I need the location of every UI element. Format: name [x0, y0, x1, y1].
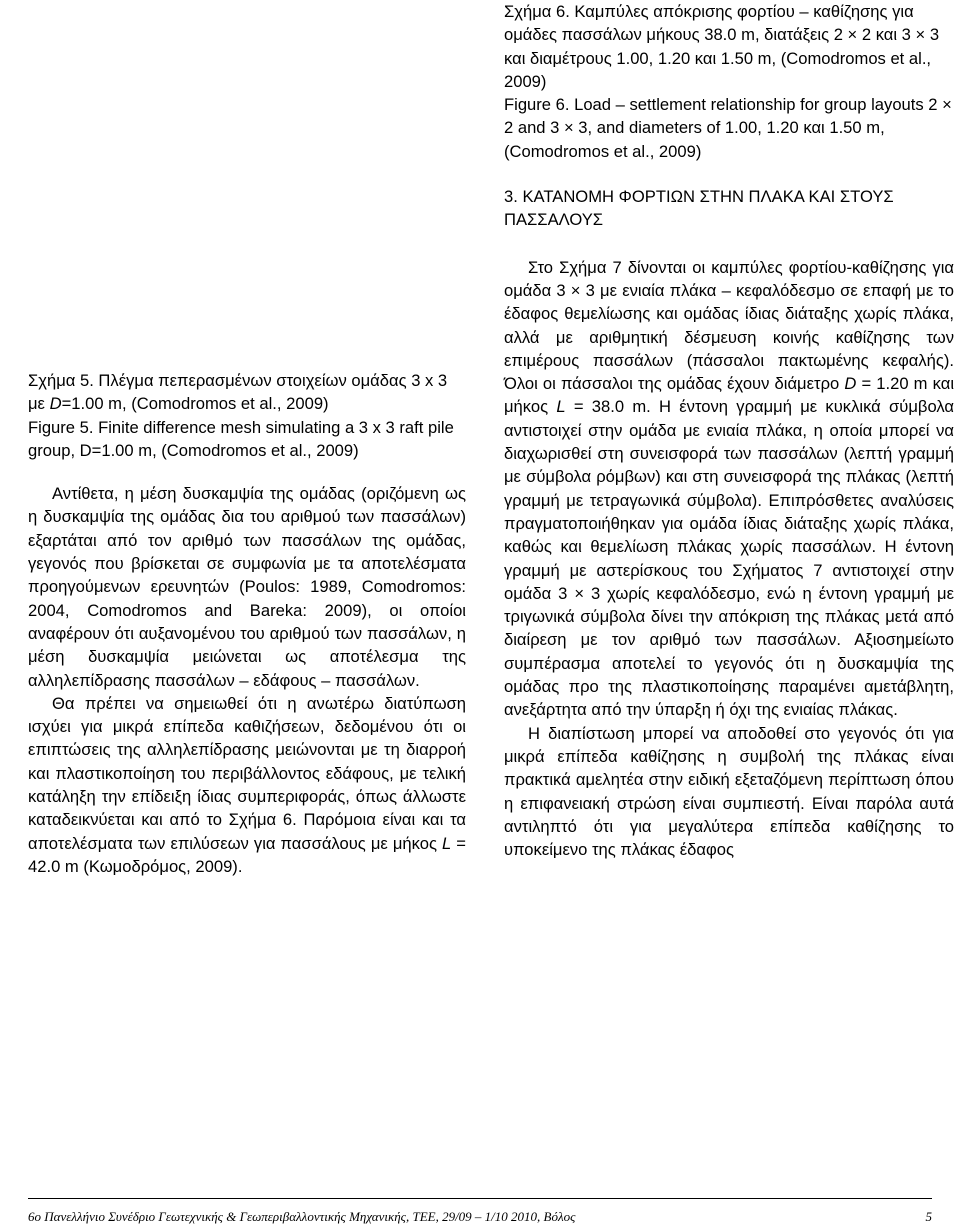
left-paragraph-2: Θα πρέπει να σημειωθεί ότι η ανωτέρω διατύπωση ισχύει για μικρά επίπεδα καθιζήσεων, δεδομένου ότι οι επιπτώσεις της αλληλεπίδρασης μειώνονται με τη διαρροή και πλαστικοποίηση του περιβάλλοντος εδάφους, με τελική κατάληξη την επίδειξη ίδιας συμπεριφοράς, όπως άλλωστε καταδεικνύεται και από το Σχήμα 6. Παρόμοια είναι και τα αποτελέσματα των επιλύσεων για πασσάλους με μήκος L = 42.0 m (Κωμοδρόμος, 2009). [28, 693, 466, 876]
page-footer [28, 1198, 932, 1231]
figure6-caption-greek: Σχήμα 6. Καμπύλες απόκρισης φορτίου – καθίζησης για ομάδες πασσάλων μήκους 38.0 m, διατάξεις 2 × 2 και 3 × 3 και διαμέτρους 1.00, 1.20 και 1.50 m, (Comodromos et al., 2009) [504, 2, 940, 91]
left-column [28, 369, 466, 878]
right-paragraph-1: Στο Σχήμα 7 δίνονται οι καμπύλες φορτίου-καθίζησης για ομάδα 3 × 3 με ενιαία πλάκα – κεφαλόδεσμο σε επαφή με το έδαφος θεμελίωσης και ομάδας ίδιας διάταξης χωρίς πλάκα, αλλά με αριθμητική δέσμευση κοινής καθίζησης των επιμέρους πασσάλων (πάσσαλοι πακτωμένης κεφαλής). Όλοι οι πάσσαλοι της ομάδας έχουν διάμετρο D = 1.20 m και μήκος L = 38.0 m. Η έντονη γραμμή με κυκλικά σύμβολα αντιστοιχεί στην ομάδα με ενιαία πλάκα, η οποία μπορεί να διαχωρισθεί στη συνεισφορά των πασσάλων (λεπτή γραμμή με σύμβολα ρόμβων) και στη συνεισφορά της πλάκας (λεπτή γραμμή με τετραγωνικά σύμβολα). Επιπρόσθετες αναλύσεις πραγματοποιήθηκαν για ομάδα ίδιας διάταξης χωρίς πλάκα, καθώς και θεμελίωση πλάκας χωρίς πασσάλων. Η έντονη γραμμή με αστερίσκους του Σχήματος 7 αντιστοιχεί στην ομάδα 3 × 3 χωρίς κεφαλόδεσμο, ενώ η έντονη γραμμή με τριγωνικά σύμβολα δίνει την απόκριση της πλάκας μετά από διαίρεση με τον αριθμό των πασσάλων. Αξιοσημείωτο συμπέρασμα αποτελεί το γεγονός ότι η δυσκαμψία της ομάδας προ της πλαστικοποίησης παραμένει αμετάβλητη, ανεξάρτητα από την ύπαρξη ή όχι της ενιαίας πλάκας. [504, 257, 955, 720]
figure5-caption-english: Figure 5. Finite difference mesh simulating a 3 x 3 raft pile group, D=1.00 m, (Comodromos et al., 2009) [28, 417, 454, 460]
right-column [504, 0, 954, 861]
figure6-caption-english: Figure 6. Load – settlement relationship for group layouts 2 × 2 and 3 × 3, and diameters of 1.00, 1.20 και 1.50 m, (Comodromos et al., 2009) [504, 95, 952, 161]
section3-heading: 3. ΚΑΤΑΝΟΜΗ ΦΟΡΤΙΩΝ ΣΤΗΝ ΠΛΑΚΑ ΚΑΙ ΣΤΟΥΣ ΠΑΣΣΑΛΟΥΣ [504, 187, 894, 230]
left-paragraph-1: Αντίθετα, η μέση δυσκαμψία της ομάδας (οριζόμενη ως η δυσκαμψία της ομάδας δια του αριθμού των πασσάλων) εξαρτάται από τον αριθμό των πασσάλων της ομάδας, γεγονός που βρίσκεται σε συμφωνία με τα αποτελέσματα προηγούμενων ερευνητών (Poulos: 1989, Comodromos: 2004, Comodromos and Bareka: 2009), οι οποίοι αναφέρουν ότι αυξανομένου του αριθμού των πασσάλων, η μέση δυσκαμψία μειώνεται ως αποτέλεσμα της αλληλεπίδρασης πασσάλων – εδάφους – πασσάλων. [28, 484, 466, 690]
right-paragraph-2: Η διαπίστωση μπορεί να αποδοθεί στο γεγονός ότι για μικρά επίπεδα καθίζησης η συμβολή της πλάκας είναι πρακτικά αμελητέα στην ειδική εξεταζόμενη περίπτωση όπου η επιφανειακή στρώση είναι συμπιεστή. Είναι παρόλα αυτά αντιληπτό ότι για μεγαλύτερα επίπεδα καθίζησης το υποκείμενο της πλάκας έδαφος [504, 723, 954, 860]
page-number: 5 [925, 1209, 932, 1224]
figure5-caption-greek: Σχήμα 5. Πλέγμα πεπερασμένων στοιχείων ομάδας 3 x 3 με D=1.00 m, (Comodromos et al., 2009) [28, 371, 448, 414]
footer-conference-text: 6ο Πανελλήνιο Συνέδριο Γεωτεχνικής & Γεωπεριβαλλοντικής Μηχανικής, ΤΕΕ, 29/09 – 1/10 2010, Βόλος [28, 1209, 576, 1224]
